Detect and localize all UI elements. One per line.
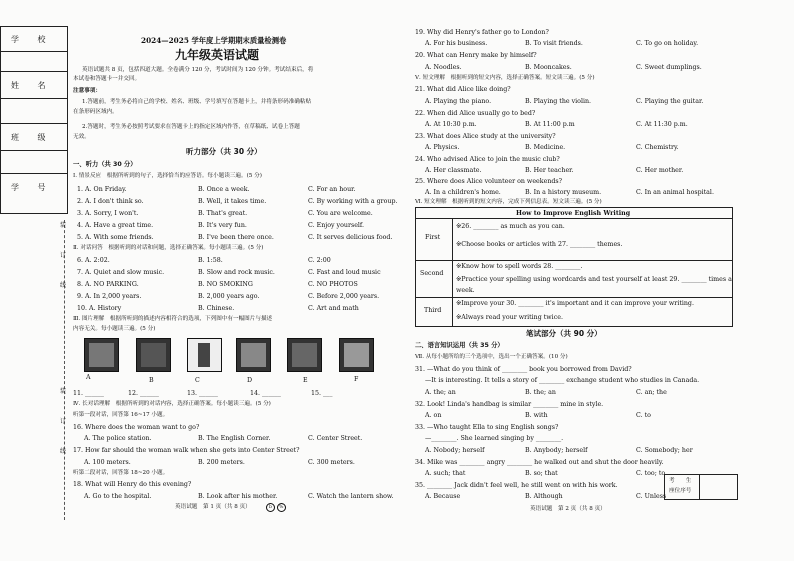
seat-label-2: 座位序号 (669, 488, 692, 494)
binding-char: 订 (59, 252, 66, 259)
school-cell[interactable] (1, 27, 67, 52)
binding-char: 装 (59, 388, 66, 395)
question-22: 22. When did Alice usually go to bed? (415, 110, 536, 117)
option-c[interactable]: C. 2:00 (308, 257, 331, 264)
option-b[interactable]: B. Once a week. (198, 186, 250, 193)
option-a[interactable]: A. At 10:30 p.m. (425, 121, 477, 128)
option-a[interactable]: A. For his business. (425, 40, 488, 47)
option-c[interactable]: C. too; to (636, 470, 666, 477)
option-a[interactable]: 7. A. Quiet and slow music. (77, 269, 165, 276)
picture-label: D (247, 377, 253, 384)
option-a[interactable]: 1. A. On Friday. (77, 186, 127, 193)
listening-section-title: 一、听力（共 30 分） (73, 161, 137, 168)
option-a[interactable]: 6. A. 2:02. (77, 257, 110, 264)
option-a[interactable]: A. The police station. (84, 435, 152, 442)
student-number-label: 学 号 (11, 183, 54, 192)
option-c[interactable]: C. Art and math (308, 305, 359, 312)
option-b[interactable]: B. Look after his mother. (198, 493, 278, 500)
notice-1b: 在条形码区域内。 (73, 109, 118, 115)
intro-text-2: 本试卷和答题卡一并交回。 (73, 76, 141, 82)
binding-line (64, 220, 65, 520)
option-c[interactable]: C. Unless (636, 493, 667, 500)
question-33-b: —________. She learned singing by ________. (425, 435, 564, 442)
section-IV-title: Ⅳ. 长对话理解 根据所听到的对话内容，选择正确答案。每小题读三遍。(5 分) (73, 401, 271, 407)
option-b[interactable]: B. 1:58. (198, 257, 223, 264)
option-c[interactable]: C. NO PHOTOS (308, 281, 358, 288)
option-b[interactable]: B. Medicine. (525, 144, 566, 151)
option-c[interactable]: C. 300 meters. (308, 459, 355, 466)
option-b[interactable]: B. 200 meters. (198, 459, 245, 466)
option-c[interactable]: C. For an hour. (308, 186, 356, 193)
binding-char: 装 (59, 222, 66, 229)
option-c[interactable]: C. Fast and loud music (308, 269, 381, 276)
option-c[interactable]: C. Her mother. (636, 167, 684, 174)
option-a[interactable]: A. Playing the piano. (425, 98, 492, 105)
question-23: 23. What does Alice study at the university? (415, 133, 556, 140)
blank-14[interactable]: 14. ______ (250, 390, 281, 397)
question-34: 34. Mike was ________ angry ________ he walked out and shut the door heavily. (415, 459, 664, 466)
seat-number-box (664, 474, 738, 500)
option-c[interactable]: C. It serves delicious food. (308, 234, 393, 241)
option-c[interactable]: C. to (636, 412, 651, 419)
section-V-title: Ⅴ. 短文理解 根据听到的短文内容，选择正确答案。短文读三遍。(5 分) (415, 75, 595, 81)
option-b[interactable]: B. with (525, 412, 548, 419)
option-a[interactable]: 10. A. History (77, 305, 122, 312)
question-20: 20. What can Henry make by himself? (415, 52, 537, 59)
binding-char: 订 (59, 418, 66, 425)
option-c[interactable]: C. Chemistry. (636, 144, 679, 151)
option-c[interactable]: C. Enjoy yourself. (308, 222, 365, 229)
notice-1: 1.答题前，考生务必将自己的学校、姓名、班级、学号填写在答题卡上，并将条形码准确粘贴 (82, 99, 312, 105)
question-31: 31. —What do you think of ________ book you borrowed from David? (415, 366, 632, 373)
option-b[interactable]: B. At 11:00 p.m (525, 121, 575, 128)
option-a[interactable]: A. Go to the hospital. (84, 493, 152, 500)
option-b[interactable]: B. so; that (525, 470, 558, 477)
option-a[interactable]: A. In a children's home. (425, 189, 501, 196)
question-32: 32. Look! Linda's handbag is similar ________ mine in style. (415, 401, 604, 408)
question-19: 19. Why did Henry's father go to London? (415, 29, 549, 36)
option-a[interactable]: 2. A. I don't think so. (77, 198, 144, 205)
option-a[interactable]: A. the; an (425, 389, 456, 396)
picture-c (187, 338, 222, 372)
question-25: 25. Where does Alice volunteer on weekends? (415, 178, 563, 185)
question-18: 18. What will Henry do this evening? (73, 481, 192, 488)
option-c[interactable]: C. Center Street. (308, 435, 363, 442)
class-cell[interactable] (1, 123, 67, 151)
table-line[interactable]: ※26. ________ as much as you can. (456, 223, 565, 230)
option-c[interactable]: C. To go on holiday. (636, 40, 699, 47)
information-table (415, 207, 733, 327)
name-label: 姓 名 (11, 81, 54, 90)
option-a[interactable]: A. 100 meters. (84, 459, 131, 466)
option-b[interactable]: B. Although (525, 493, 563, 500)
section-II-title: Ⅱ. 对话问答 根据听到的对话和问题，选择正确答案。每小题读三遍。(5 分) (73, 245, 264, 251)
exam-title: 2024—2025 学年度上学期期末质量检测卷 (141, 36, 287, 45)
blank-15[interactable]: 15. ___ (311, 390, 333, 397)
question-24: 24. Who advised Alice to join the music club? (415, 156, 560, 163)
option-b[interactable]: B. Slow and rock music. (198, 269, 275, 276)
notice-heading: 注意事项： (73, 88, 101, 94)
option-c[interactable]: C. an; the (636, 389, 667, 396)
blank-11[interactable]: 11. ______ (73, 390, 104, 397)
option-b[interactable]: B. That's great. (198, 210, 248, 217)
language-section-title: 二、语言知识运用（共 35 分） (415, 342, 504, 349)
option-b[interactable]: B. It's very fun. (198, 222, 247, 229)
question-17: 17. How far should the woman walk when she gets into Center Street? (73, 447, 300, 454)
student-info-box (0, 26, 68, 214)
option-a[interactable]: A. Physics. (425, 144, 460, 151)
table-heading: How to Improve English Writing (516, 210, 631, 217)
option-c[interactable]: C. Sweet dumplings. (636, 64, 702, 71)
student-number-cell[interactable] (1, 173, 67, 200)
footer-right: 英语试题 第 2 页（共 8 页） (530, 506, 606, 512)
option-b[interactable]: B. In a history museum. (525, 189, 602, 196)
binding-char: 线 (59, 282, 66, 289)
option-c[interactable]: C. You are welcome. (308, 210, 373, 217)
footer-left: 英语试题 第 1 页（共 8 页） (175, 504, 251, 510)
option-a[interactable]: 8. A. NO PARKING. (77, 281, 139, 288)
option-a[interactable]: A. Nobody; herself (425, 447, 485, 454)
row-label-second: Second (420, 270, 444, 277)
option-b[interactable]: B. Anybody; herself (525, 447, 588, 454)
picture-f (339, 338, 374, 372)
option-b[interactable]: B. NO SMOKING (198, 281, 253, 288)
option-a[interactable]: A. Her classmate. (425, 167, 482, 174)
question-33: 33. —Who taught Ella to sing English songs? (415, 424, 559, 431)
intro-text: 英语试题共 8 页，包括四道大题。全卷满分 120 分，考试时间为 120 分钟。考试结束后，将 (82, 67, 314, 73)
table-line[interactable]: ※Improve your 30. ________ it's important and it can improve your writing. (456, 300, 694, 307)
badge-icon: b (266, 503, 275, 512)
blank-13[interactable]: 13. ______ (187, 390, 218, 397)
option-b[interactable]: B. I've been there once. (198, 234, 274, 241)
option-b[interactable]: B. 2,000 years ago. (198, 293, 260, 300)
section-III-title-2: 内容无关。每小题读三遍。(5 分) (73, 326, 156, 332)
option-a[interactable]: 5. A. With some friends. (77, 234, 154, 241)
option-c[interactable]: C. At 11:30 p.m. (636, 121, 688, 128)
option-b[interactable]: B. the; an (525, 389, 556, 396)
picture-label: F (354, 376, 359, 383)
table-line[interactable]: ※Know how to spell words 28. ________. (456, 263, 583, 270)
seat-label-1: 考 生 (669, 478, 692, 484)
option-c[interactable]: C. Watch the lantern show. (308, 493, 394, 500)
class-label: 班 级 (11, 133, 54, 142)
footer-badges (266, 503, 286, 512)
section-III-title: Ⅲ. 图片理解 根据所听到的描述内容相符合的选项，下列图中有一幅图片与描述 (73, 316, 273, 322)
notice-2b: 无效。 (73, 134, 90, 140)
option-b[interactable]: B. The English Corner. (198, 435, 271, 442)
table-line: week. (456, 287, 475, 294)
picture-label: A (86, 374, 91, 381)
picture-label: C (195, 377, 200, 384)
listening-part-title: 听力部分（共 30 分） (186, 147, 262, 156)
section-VII-title: Ⅶ. 从每小题所给的三个选项中，选出一个正确答案。(10 分) (415, 354, 568, 360)
option-a[interactable]: 3. A. Sorry, I won't. (77, 210, 139, 217)
row-label-first: First (425, 234, 441, 241)
option-a[interactable]: A. Noodles. (425, 64, 462, 71)
blank-12[interactable]: 12. ______ (128, 390, 159, 397)
option-c[interactable]: C. Playing the guitar. (636, 98, 704, 105)
option-a[interactable]: A. Because (425, 493, 461, 500)
option-a[interactable]: A. such; that (425, 470, 466, 477)
picture-label: E (303, 377, 308, 384)
question-21: 21. What did Alice like doing? (415, 86, 511, 93)
option-b[interactable]: B. Mooncakes. (525, 64, 572, 71)
name-cell[interactable] (1, 71, 67, 99)
option-c[interactable]: C. Somebody; her (636, 447, 693, 454)
section-I-title: Ⅰ. 情景反应 根据所听到的句子，选择恰当的应答语。每小题读三遍。(5 分) (73, 173, 262, 179)
picture-label: B (149, 377, 154, 384)
section-VI-title: Ⅵ. 短文理解 根据听到的短文内容，完成下列信息表。短文读三遍。(5 分) (415, 199, 602, 205)
option-b[interactable]: B. Playing the violin. (525, 98, 592, 105)
section-IV-sub-1: 听第一段对话，回答第 16~17 小题。 (73, 412, 169, 418)
table-line[interactable]: ※Practice your spelling using wordcards and test yourself at least 29. ________ times a (456, 276, 732, 283)
picture-d (236, 338, 271, 372)
badge-icon: % (277, 503, 286, 512)
written-part-title: 笔试部分（共 90 分） (526, 329, 602, 338)
subject-title: 九年级英语试题 (175, 48, 260, 62)
table-line: ※Always read your writing twice. (456, 314, 563, 321)
option-a[interactable]: A. on (425, 412, 442, 419)
question-35: 35. ________ Jack didn't feel well, he still went on with his work. (415, 482, 618, 489)
seat-number-input[interactable] (700, 475, 736, 499)
table-line[interactable]: ※Choose books or articles with 27. ________ themes. (456, 241, 623, 248)
question-31-b: —It is interesting. It tells a story of ________ exchange student who studies in Canada. (425, 377, 700, 384)
binding-char: 线 (59, 448, 66, 455)
option-b[interactable]: B. Chinese. (198, 305, 235, 312)
option-b[interactable]: B. Her teacher. (525, 167, 574, 174)
option-a[interactable]: 4. A. Have a great time. (77, 222, 154, 229)
picture-a (84, 338, 119, 372)
option-c[interactable]: C. By working with a group. (308, 198, 398, 205)
notice-2: 2.答题时，考生务必按照考试要求在答题卡上的指定区域内作答，在草稿纸、试卷上答题 (82, 124, 300, 130)
option-b[interactable]: B. Well, it takes time. (198, 198, 267, 205)
question-16: 16. Where does the woman want to go? (73, 424, 200, 431)
picture-e (287, 338, 322, 372)
school-label: 学 校 (11, 35, 54, 44)
option-c[interactable]: C. In an animal hospital. (636, 189, 714, 196)
option-a[interactable]: 9. A. In 2,000 years. (77, 293, 142, 300)
option-b[interactable]: B. To visit friends. (525, 40, 583, 47)
row-label-third: Third (424, 307, 442, 314)
option-c[interactable]: C. Before 2,000 years. (308, 293, 380, 300)
picture-b (136, 338, 171, 372)
section-IV-sub-2: 听第二段对话，回答第 18~20 小题。 (73, 470, 169, 476)
